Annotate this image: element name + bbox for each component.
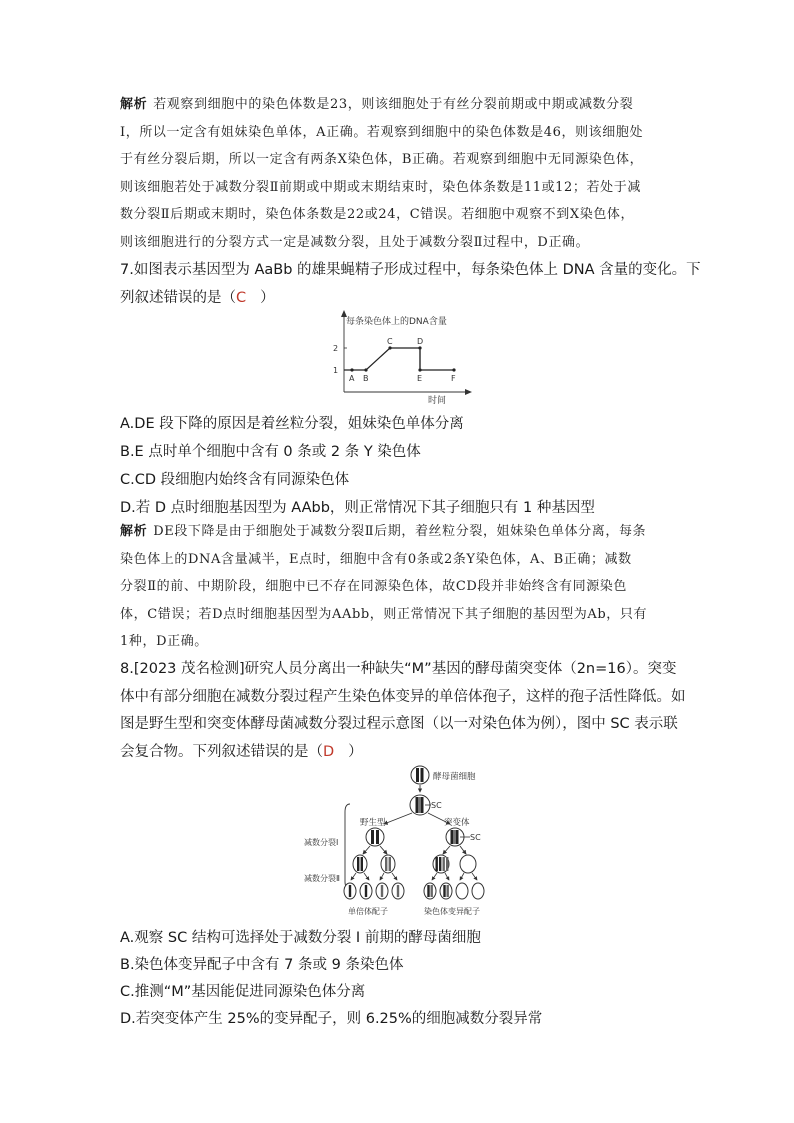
q8-option-a: A.观察 SC 结构可选择处于减数分裂 Ⅰ 前期的酵母菌细胞 (120, 930, 481, 946)
arrow (445, 873, 449, 880)
explanation-line: 1种，D正确。 (120, 634, 208, 649)
q7-option-d: D.若 D 点时细胞基因型为 AAbb，则正常情况下其子细胞只有 1 种基因型 (120, 500, 595, 516)
question-8-line-3: 图是野生型和突变体酵母菌减数分裂过程示意图（以一对染色体为例），图中 SC 表示联 (120, 716, 678, 733)
chromosome (371, 830, 374, 844)
daughter-cell (381, 855, 395, 873)
explanation-line: 若观察到细胞中的染色体数是23，则该细胞处于有丝分裂前期或中期或减数分裂 (153, 97, 634, 112)
explanation-line: 分裂Ⅱ的前、中期阶段，细胞中已不存在同源染色体，故CD段并非始终含有同源染色 (120, 579, 628, 594)
daughter-cell (353, 855, 367, 873)
chromosome (421, 768, 424, 782)
question-8-line-4: 会复合物。下列叙述错误的是（ (120, 743, 323, 760)
yeast-cell (411, 766, 429, 784)
chromosome (431, 885, 433, 897)
gamete-empty (472, 883, 484, 899)
meiosis-2-label: 减数分裂Ⅱ (304, 874, 340, 883)
question-8-stem (120, 656, 686, 766)
explanation-line: 体，C错误；若D点时细胞基因型为AAbb，则正常情况下其子细胞的基因型为Ab，只有 (120, 606, 648, 622)
question-8-line-1: 8.[2023 茂名检测]研究人员分离出一种缺失“M”基因的酵母菌突变体（2n=16）。突变 (120, 661, 677, 677)
question-7-paren-close: ） (260, 289, 275, 306)
aneuploid-gamete-label: 染色体变异配子 (424, 907, 480, 916)
chromosome (451, 830, 454, 844)
wild-type-label: 野生型 (360, 818, 386, 828)
explanation-line: 于有丝分裂后期，所以一定含有两条X染色体，B正确。若观察到细胞中无同源染色体， (120, 152, 644, 167)
gamete (424, 883, 436, 899)
explanation-line: 则该细胞若处于减数分裂Ⅱ前期或中期或末期结束时，染色体条数是11或12；若处于减 (120, 179, 641, 195)
synaptonemal-complex (454, 830, 455, 844)
question-7-answer: C (236, 289, 247, 306)
q8-option-b: B.染色体变异配子中含有 7 条或 9 条染色体 (120, 957, 404, 973)
chromosome (385, 857, 387, 871)
q8-option-c: C.推测“M”基因能促进同源染色体分离 (120, 984, 366, 1000)
data-point-c (388, 346, 391, 349)
data-point-e (418, 368, 421, 371)
gamete-empty (456, 883, 468, 899)
arrow (443, 846, 450, 854)
synaptonemal-complex (419, 797, 420, 813)
mutant-label: 突变体 (444, 818, 470, 828)
meiosis-bracket (345, 804, 350, 888)
explanation-line: Ⅰ，所以一定含有姐妹染色单体，A正确。若观察到细胞中的染色体数是46，则该细胞处 (120, 124, 644, 140)
data-point-f (452, 368, 455, 371)
chromosome (427, 885, 429, 897)
question-8-answer: D (323, 743, 335, 760)
explanation-line: DE段下降是由于细胞处于减数分裂Ⅱ后期，着丝粒分裂，姐妹染色单体分离，每条 (153, 524, 647, 539)
explanation-line: 染色体上的DNA含量减半，E点时，细胞中含有0条或2条Y染色体，A、B正确；减数 (120, 551, 632, 567)
chromosome (443, 857, 445, 871)
data-point-a (350, 368, 353, 371)
chromosome (439, 857, 441, 871)
daughter-cell-empty (460, 855, 476, 873)
question-8-line-2: 体中有部分细胞在减数分裂过程产生染色体变异的单倍体孢子，这样的孢子活性降低。如 (120, 688, 686, 705)
sc-label: SC (470, 833, 481, 842)
meiosis-1-label: 减数分裂Ⅰ (304, 838, 339, 847)
q7-option-a: A.DE 段下降的原因是着丝粒分裂，姐妹染色单体分离 (120, 416, 464, 432)
arrow (364, 873, 369, 880)
explanation-line: 则该细胞进行的分裂方式一定是减数分裂，且处于减数分裂Ⅱ过程中，D正确。 (120, 234, 590, 250)
dna-content-chart (322, 308, 472, 404)
question-8-paren-close: ） (348, 743, 363, 760)
chromosome (389, 857, 391, 871)
chromosome (381, 885, 383, 897)
arrow (460, 873, 464, 880)
arrow (392, 873, 397, 880)
arrow (432, 873, 437, 880)
chart-title: 每条染色体上的DNA含量 (346, 317, 447, 327)
question-7-stem (120, 257, 701, 312)
point-label: F (451, 374, 456, 383)
question-7-line-1: 7.如图表示基因型为 AaBb 的雄果蝇精子形成过程中，每条染色体上 DNA 含量的变化。下 (120, 262, 701, 278)
q7-option-b: B.E 点时单个细胞中含有 0 条或 2 条 Y 染色体 (120, 444, 421, 460)
question-7-line-2: 列叙述错误的是（ (120, 289, 236, 306)
chromosome (416, 797, 419, 813)
chromosome (443, 885, 445, 897)
yeast-cell-label: 酵母菌细胞 (433, 772, 476, 782)
chromosome (446, 857, 448, 871)
sc-label: SC (431, 801, 442, 810)
arrow (460, 846, 466, 854)
explanation-2 (120, 518, 680, 656)
x-axis-label: 时间 (428, 396, 447, 404)
arrow (363, 846, 370, 854)
chromosome (447, 885, 449, 897)
arrow (380, 846, 387, 854)
data-point-d (418, 346, 421, 349)
wild-type-cell (366, 828, 384, 846)
gamete (440, 883, 452, 899)
chromosome (357, 857, 359, 871)
point-label: A (349, 374, 355, 383)
meiosis-diagram (300, 764, 510, 920)
arrow (351, 873, 356, 880)
point-label: E (417, 374, 423, 383)
y-tick-label: 1 (333, 366, 339, 375)
point-label: D (417, 337, 424, 346)
point-label: B (363, 374, 369, 383)
chromosome (397, 885, 399, 897)
chromosome (365, 885, 367, 897)
explanation-line: 数分裂Ⅱ后期或末期时，染色体条数是22或24，C错误。若细胞中观察不到X染色体， (120, 207, 635, 222)
arrow (472, 873, 477, 880)
haploid-gamete-label: 单倍体配子 (348, 907, 388, 916)
chromosome (421, 797, 424, 813)
chromosome (416, 768, 419, 782)
arrow (384, 813, 412, 824)
x-axis-arrow (465, 389, 472, 395)
q8-option-d: D.若突变体产生 25%的变异配子，则 6.25%的细胞减数分裂异常 (120, 1011, 543, 1027)
chromosome (349, 885, 351, 897)
y-axis-arrow (341, 310, 347, 317)
explanation-label: 解析 (120, 97, 148, 112)
y-tick-label: 2 (333, 344, 339, 353)
chromosome (456, 830, 459, 844)
explanation-label: 解析 (120, 524, 148, 539)
arrow (380, 873, 384, 880)
point-label: C (387, 337, 393, 346)
dna-series-line (344, 348, 454, 370)
chromosome (376, 830, 379, 844)
chromosome (436, 857, 438, 871)
q7-option-c: C.CD 段细胞内始终含有同源染色体 (120, 472, 350, 488)
explanation-1 (120, 91, 680, 256)
chromosome (361, 857, 363, 871)
data-point-b (364, 368, 367, 371)
